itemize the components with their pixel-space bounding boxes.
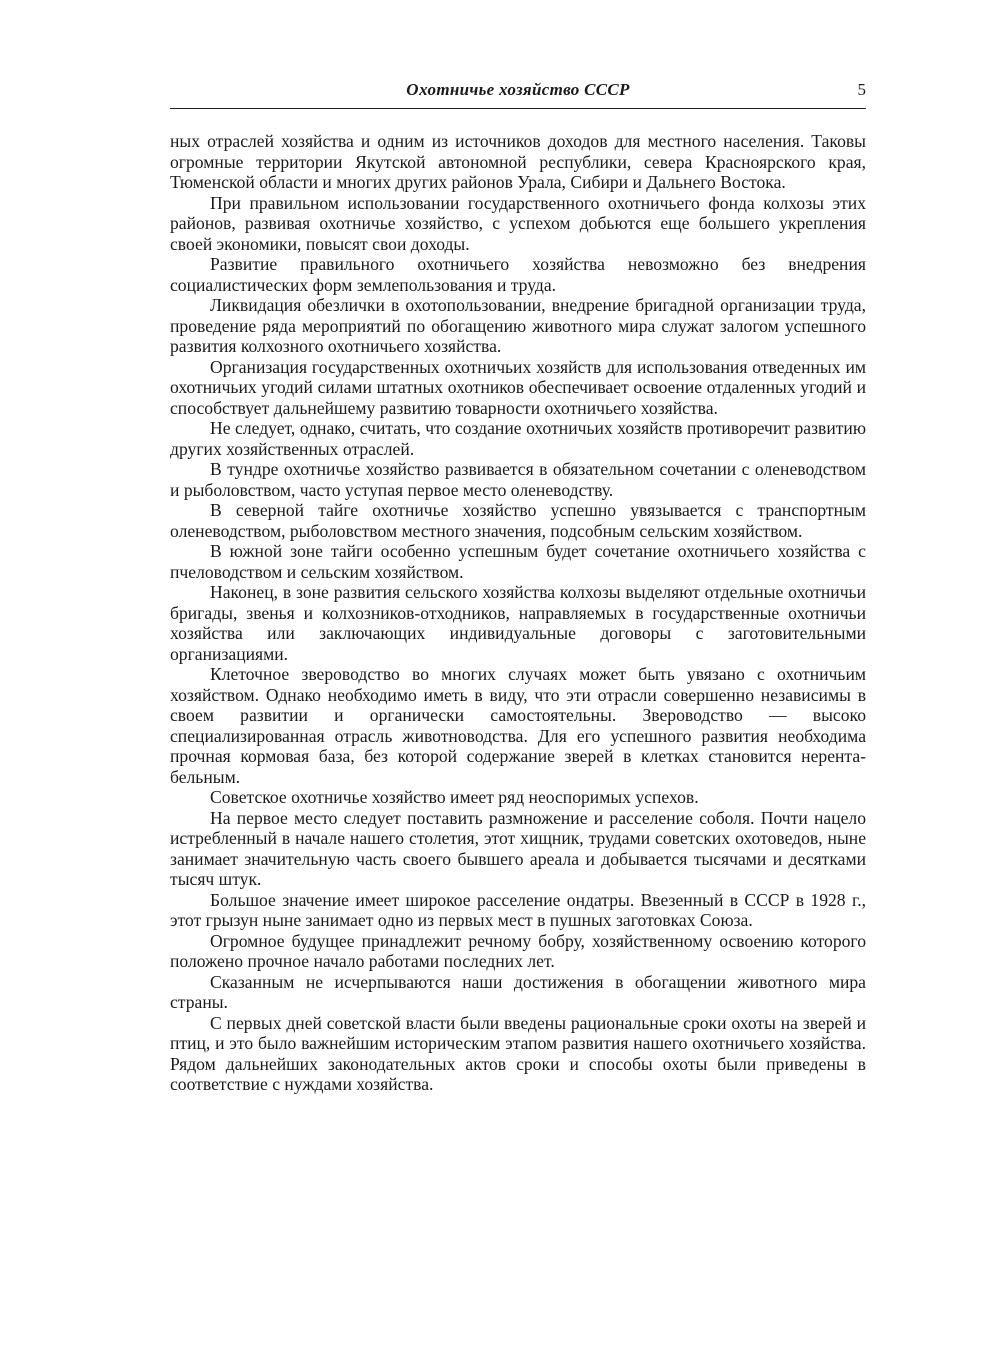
paragraph: С первых дней советской власти были введены рациональные сроки охоты на зверей и птиц, и это было важнейшим историческим этапом развития нашего охотничьего хозяйства. Рядом дальнейших законодательных актов сроки и способы охоты были приведены в соответствие с нуждами хозяйства. xyxy=(170,1012,866,1094)
paragraph: На первое место следует поставить размножение и расселение соболя. Почти нацело истребленный в начале нашего столетия, этот хищник, трудами советских охотоведов, ныне занимает значительную часть своего бывшего ареала и добывается тысячами и десятками тысяч штук. xyxy=(170,807,866,889)
paragraph: В тундре охотничье хозяйство развивается в обязательном сочетании с оленеводством и рыболовством, часто уступая первое место оленеводству. xyxy=(170,459,866,500)
paragraph: Наконец, в зоне развития сельского хозяйства колхозы выделяют отдельные охотничьи бригады, звенья и колхозников-отходников, направляемых в государственные охотничьи хозяйства или заключающих индивидуальные договоры с заготовительными организациями. xyxy=(170,582,866,664)
paragraph: Клеточное звероводство во многих случаях может быть увязано с охотничьим хозяйством. Однако необходимо иметь в виду, что эти отрасли совершенно независимы в своем развитии и органически самостоятельны. Звероводство — высоко специализированная отрасль животноводства. Для его успешного развития необходима прочная кормовая база, без которой содержание зверей в клетках становится нерентабельным. xyxy=(170,664,866,787)
paragraph: Развитие правильного охотничьего хозяйства невозможно без внедрения социалистических форм землепользования и труда. xyxy=(170,254,866,295)
running-header xyxy=(170,78,866,109)
paragraph: При правильном использовании государственного охотничьего фонда колхозы этих районов, развивая охотничье хозяйство, с успехом добьются еще большего укрепления своей экономики, повысят свои доходы. xyxy=(170,192,866,254)
paragraph: В северной тайге охотничье хозяйство успешно увязывается с транспортным оленеводством, рыболовством местного значения, подсобным сельским хозяйством. xyxy=(170,500,866,541)
paragraph: Организация государственных охотничьих хозяйств для использования отведенных им охотничьих угодий силами штатных охотников обеспечивает освоение отдаленных угодий и способствует дальнейшему развитию товарности охотничьего хозяйства. xyxy=(170,356,866,418)
document-page xyxy=(170,78,866,1095)
paragraph: Не следует, однако, считать, что создание охотничьих хозяйств противоречит развитию других хозяйственных отраслей. xyxy=(170,418,866,459)
paragraph: Ликвидация обезлички в охотопользовании, внедрение бригадной организации труда, проведение ряда мероприятий по обогащению животного мира служат залогом успешного развития колхозного охотничьего хозяйства. xyxy=(170,295,866,356)
running-title: Охотничье хозяйство СССР xyxy=(406,80,630,99)
paragraph: Огромное будущее принадлежит речному бобру, хозяйственному освоению которого положено прочное начало работами последних лет. xyxy=(170,930,866,971)
body-text xyxy=(170,131,866,1095)
paragraph: Большое значение имеет широкое расселение ондатры. Ввезенный в СССР в 1928 г., этот грызун ныне занимает одно из первых мест в пушных заготовках Союза. xyxy=(170,889,866,930)
paragraph: ных отраслей хозяйства и одним из источников доходов для местного населения. Таковы огромные территории Якутской автономной республики, севера Красноярского края, Тюменской области и многих других районов Урала, Сибири и Дальнего Востока. xyxy=(170,131,866,192)
page-number: 5 xyxy=(857,80,866,99)
paragraph: Советское охотничье хозяйство имеет ряд неоспоримых успехов. xyxy=(210,787,699,807)
paragraph: Сказанным не исчерпываются наши достижения в обогащении животного мира страны. xyxy=(170,971,866,1012)
paragraph: В южной зоне тайги особенно успешным будет сочетание охотничьего хозяйства с пчеловодством и сельским хозяйством. xyxy=(170,541,866,582)
